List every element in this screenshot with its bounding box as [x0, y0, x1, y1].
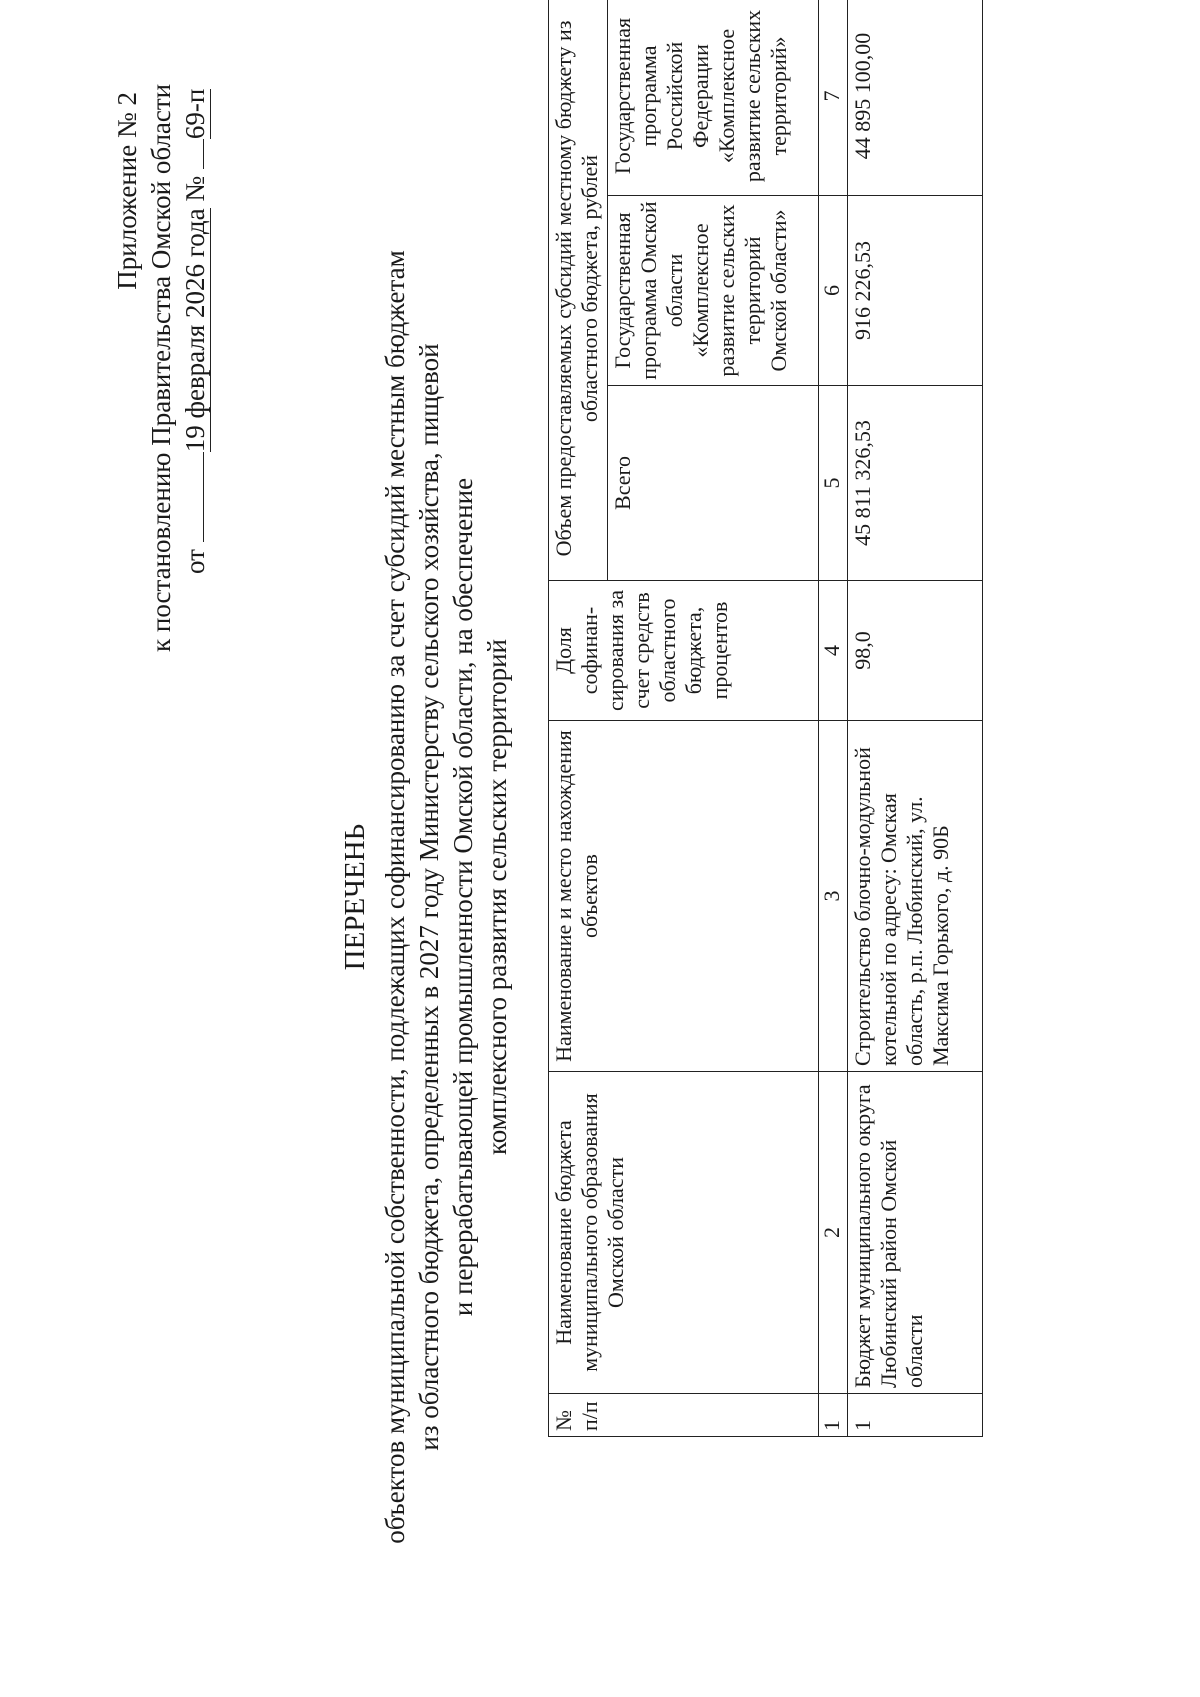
table-column-numbers-row: [819, 0, 848, 1437]
row-budget-name: Бюджет муниципального округа Любинский район Омской области: [848, 1072, 983, 1394]
resolution-number: 69-п: [180, 88, 210, 140]
header-federal-program: Государственная программа Российской Федерации «Комплексное развитие сельских территорий»: [608, 0, 819, 196]
header-total: Всего: [608, 386, 819, 581]
document-heading: ПЕРЕЧЕНЬ: [339, 823, 371, 971]
table-header-row: [549, 0, 608, 1437]
appendix-block: [110, 83, 212, 652]
title-line: объектов муниципальной собственности, подлежащих софинансированию за счет субсидий местным бюджетам: [380, 250, 410, 1544]
date-prefix: от: [180, 549, 210, 574]
appendix-date-line: [178, 88, 212, 652]
column-number: 3: [819, 721, 848, 1072]
header-regional-program: Государственная программа Омской области «Комплексное развитие сельских территорий Омской области»: [608, 196, 819, 386]
title-line: и перерабатывающей промышленности Омской области, на обеспечение: [448, 477, 478, 1317]
row-regional-amount: 916 226,53: [848, 196, 983, 386]
appendix-title: Приложение № 2: [112, 92, 142, 290]
header-budget-name: Наименование бюджета муниципального образования Омской области: [549, 1072, 819, 1394]
appendix-resolution-line: к постановлению Правительства Омской области: [146, 83, 176, 652]
row-object-name: Строительство блочно-модульной котельной по адресу: Омская область, р.п. Любинский, ул. Максима Горького, д. 90Б: [848, 721, 983, 1072]
column-number: 1: [819, 1394, 848, 1437]
objects-table: [548, 0, 983, 1437]
column-number: 6: [819, 196, 848, 386]
table-row: [848, 0, 983, 1437]
row-share: 98,0: [848, 581, 983, 721]
header-cofinancing-share: Доля софинан-сирования за счет средств областного бюджета, процентов: [549, 581, 819, 721]
column-number: 7: [819, 0, 848, 196]
row-federal-amount: 44 895 100,00: [848, 0, 983, 196]
row-number: 1: [848, 1394, 983, 1437]
resolution-date: 19 февраля 2026 года: [180, 208, 210, 453]
date-underline-blank: [179, 452, 204, 542]
title-line: из областного бюджета, определенных в 2027 году Министерству сельского хозяйства, пищевой: [414, 343, 444, 1451]
number-underline-blank: [179, 139, 204, 169]
header-number: № п/п: [549, 1394, 819, 1437]
column-number: 2: [819, 1072, 848, 1394]
title-line: комплексного развития сельских территорий: [482, 639, 512, 1155]
column-number: 5: [819, 386, 848, 581]
column-number: 4: [819, 581, 848, 721]
header-object-name: Наименование и место нахождения объектов: [549, 721, 819, 1072]
number-sign: №: [180, 175, 210, 202]
header-subsidy-volume: Объем предоставляемых субсидий местному бюджету из областного бюджета, рублей: [549, 0, 608, 581]
document-title-block: [338, 247, 514, 1547]
row-total: 45 811 326,53: [848, 386, 983, 581]
